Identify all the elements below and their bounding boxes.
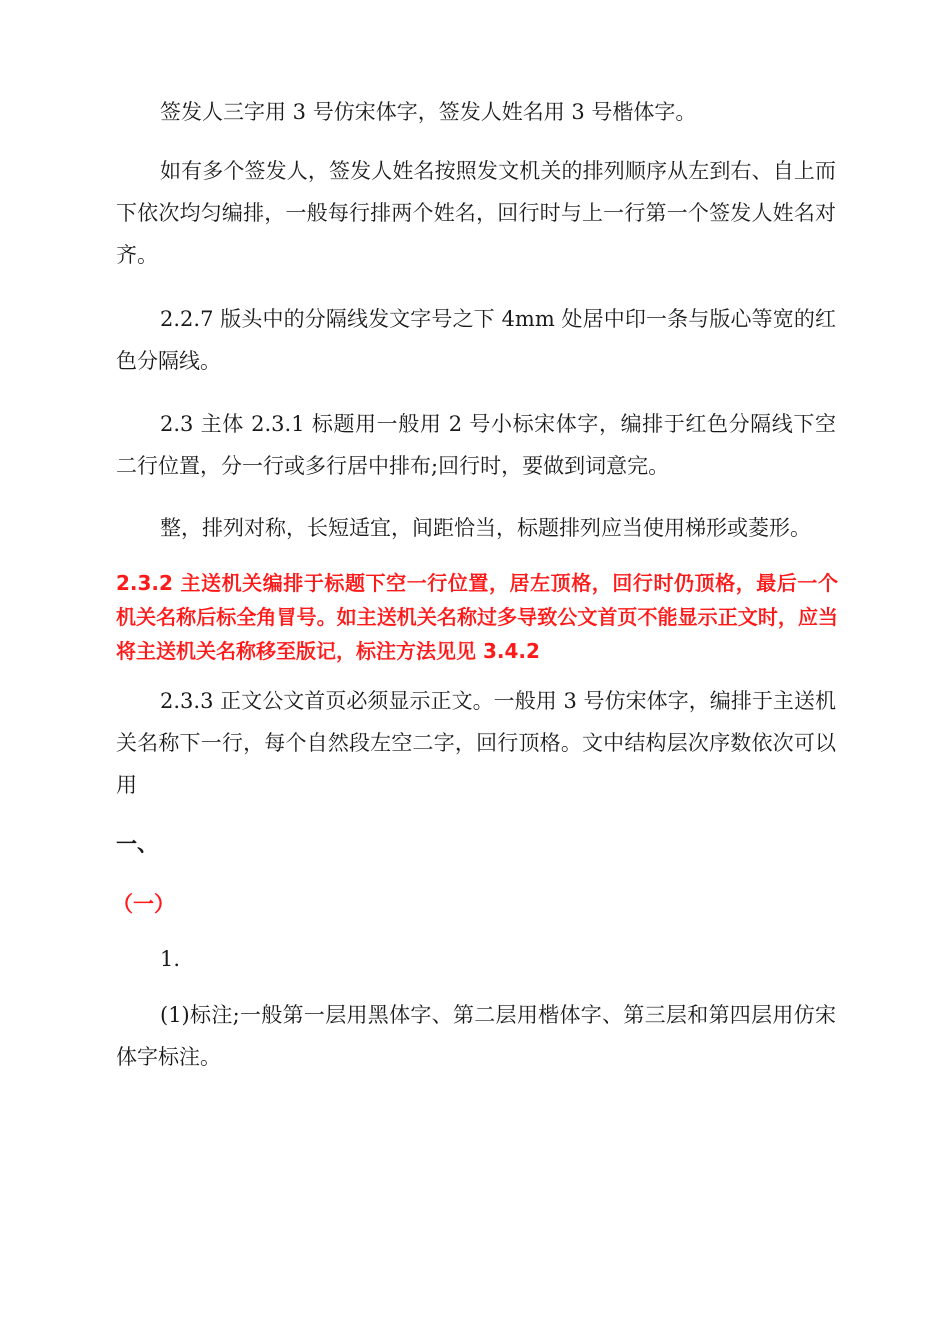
paragraph-title-layout: 整，排列对称，长短适宜，间距恰当，标题排列应当使用梯形或菱形。 bbox=[160, 516, 811, 540]
heading-level-1: 一、 bbox=[116, 832, 158, 856]
paragraph-title-rules: 2.3 主体 2.3.1 标题用一般用 2 号小标宋体字，编排于红色分隔线下空二行位置，分一行或多行居中排布;回行时，要做到词意完。 bbox=[116, 412, 836, 478]
heading-level-3: 1. bbox=[160, 947, 181, 971]
paragraph-body-text: 2.3.3 正文公文首页必须显示正文。一般用 3 号仿宋体字，编排于主送机关名称下一行，每个自然段左空二字，回行顶格。文中结构层次序数依次可以用 bbox=[116, 689, 836, 797]
paragraph-separator-line: 2.2.7 版头中的分隔线发文字号之下 4mm 处居中印一条与版心等宽的红色分隔线。 bbox=[116, 307, 836, 373]
paragraph-level-4-annotation: (1)标注;一般第一层用黑体字、第二层用楷体字、第三层和第四层用仿宋体字标注。 bbox=[116, 1003, 836, 1069]
paragraph-signer-font: 签发人三字用 3 号仿宋体字，签发人姓名用 3 号楷体字。 bbox=[160, 100, 697, 124]
paragraph-main-recipient-red: 2.3.2 主送机关编排于标题下空一行位置，居左顶格，回行时仍顶格，最后一个机关名称后标全角冒号。如主送机关名称过多导致公文首页不能显示正文时，应当将主送机关名称移至版记，标注方法见见 3.4.2 bbox=[116, 571, 838, 663]
heading-level-2: （一） bbox=[112, 892, 175, 916]
paragraph-multiple-signers: 如有多个签发人，签发人姓名按照发文机关的排列顺序从左到右、自上而下依次均匀编排，一般每行排两个姓名，回行时与上一行第一个签发人姓名对齐。 bbox=[116, 159, 836, 267]
